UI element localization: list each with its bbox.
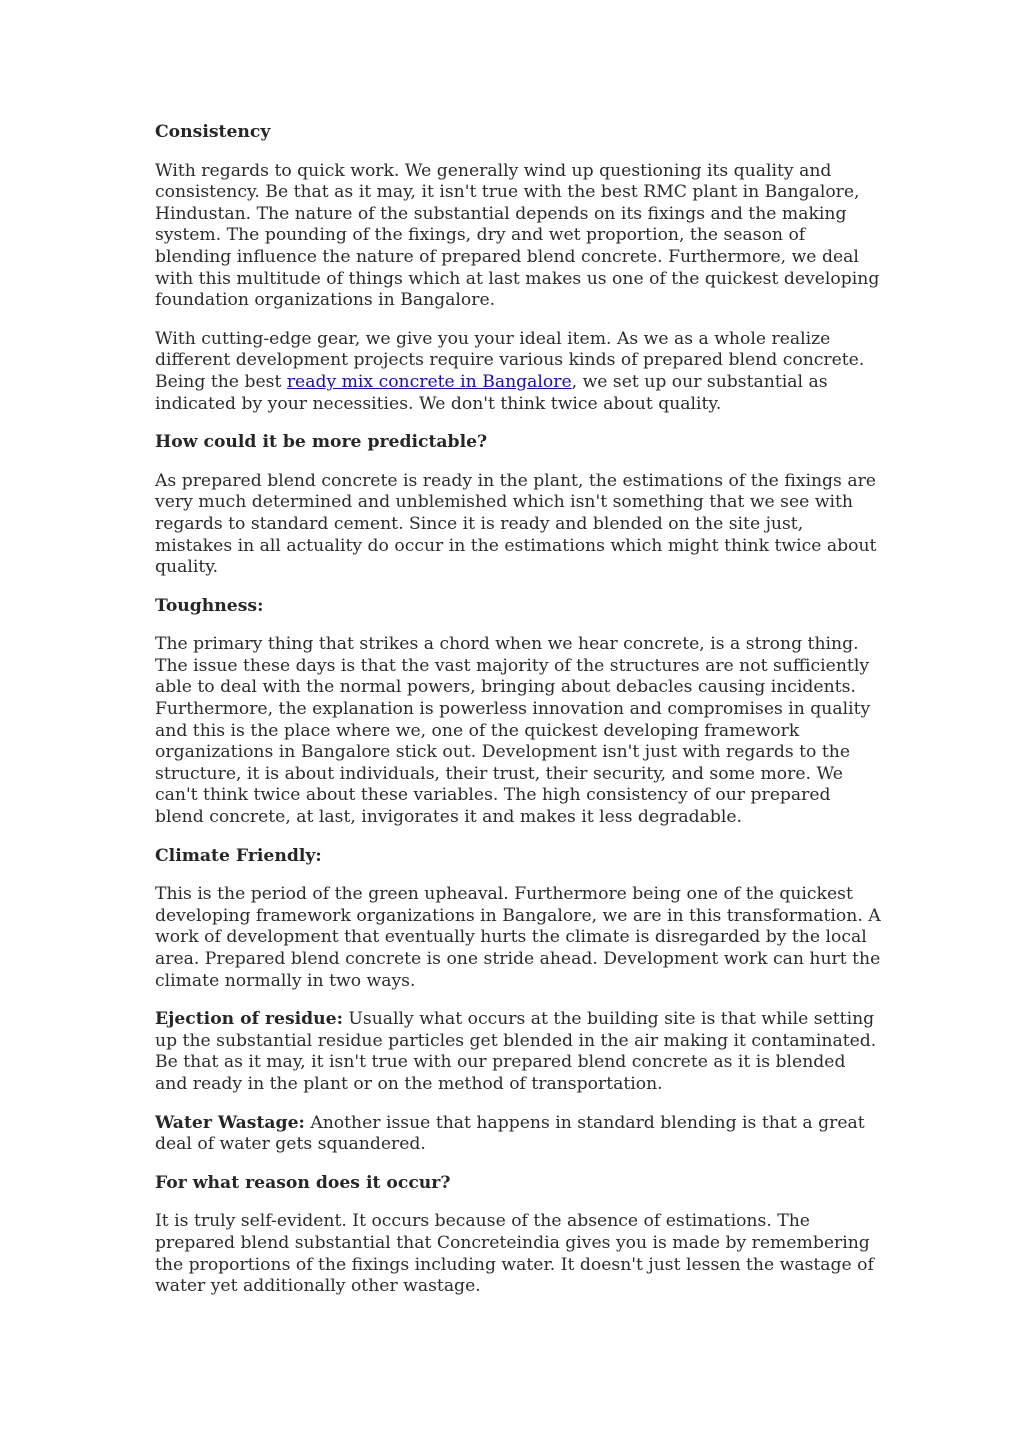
paragraph-text: Usually what occurs at the building site is that while setting up the substantial residue particles get blended in the air making it contaminated. Be that as it may, it isn't true with our prepared blend concrete as it is blended and ready in the plant or on the method of transportation. — [155, 1009, 877, 1094]
heading-reason: For what reason does it occur? — [155, 1172, 451, 1193]
water-wastage-lead: Water Wastage: — [155, 1112, 305, 1133]
residue-lead: Ejection of residue: — [155, 1009, 343, 1030]
heading-predictable: How could it be more predictable? — [155, 432, 488, 453]
paragraph-climate: This is the period of the green upheaval. Furthermore being one of the quickest developing framework organizations in Bangalore, we are in this transformation. A work of development that eventually hurts the climate is disregarded by the local area. Prepared blend concrete is one stride ahead. Development work can hurt the climate normally in two ways. — [155, 884, 881, 991]
paragraph-text: Another issue that happens in standard blending is that a great deal of water gets squandered. — [155, 1112, 865, 1155]
heading-toughness: Toughness: — [155, 595, 264, 616]
paragraph-predictable: As prepared blend concrete is ready in the plant, the estimations of the fixings are very much determined and unblemished which isn't something that we see with regards to standard cement. Since it is ready and blended on the site just, mistakes in all actuality do occur in the estimations which might think twice about quality. — [155, 470, 877, 578]
heading-consistency: Consistency — [155, 122, 271, 142]
heading-climate-friendly: Climate Friendly: — [155, 845, 322, 866]
paragraph-consistency-2 — [155, 329, 881, 415]
paragraph-consistency-1: With regards to quick work. We generally wind up questioning its quality and consistency. Be that as it may, it isn't true with the best RMC plant in Bangalore, Hindustan. The nature of the substantial depends on its fixings and the making system. The pounding of the fixings, dry and wet proportion, the season of blending influence the nature of prepared blend concrete. Furthermore, we deal with this multitude of things which at last makes us one of the quickest developing foundation organizations in Bangalore. — [155, 160, 880, 311]
paragraph-text: With cutting-edge gear, we give you your ideal item. As we as a whole realize different development projects require various kinds of prepared blend concrete. Being the best — [155, 328, 865, 392]
paragraph-text: , we set up our substantial as indicated by your necessities. We don't think twice about quality. — [155, 371, 828, 414]
document-body — [155, 122, 881, 1315]
ready-mix-concrete-link[interactable]: ready mix concrete in Bangalore — [286, 371, 572, 392]
paragraph-residue — [155, 1009, 881, 1095]
paragraph-water-wastage — [155, 1113, 881, 1156]
paragraph-reason: It is truly self-evident. It occurs because of the absence of estimations. The prepared blend substantial that Concreteindia gives you is made by remembering the proportions of the fixings including water. It doesn't just lessen the wastage of water yet additionally other wastage. — [155, 1211, 874, 1297]
paragraph-toughness: The primary thing that strikes a chord when we hear concrete, is a strong thing. The issue these days is that the vast majority of the structures are not sufficiently able to deal with the normal powers, bringing about debacles causing incidents. Furthermore, the explanation is powerless innovation and compromises in quality and this is the place where we, one of the quickest developing framework organizations in Bangalore stick out. Development isn't just with regards to the structure, it is about individuals, their trust, their security, and some more. We can't think twice about these variables. The high consistency of our prepared blend concrete, at last, invigorates it and makes it less degradable. — [155, 634, 871, 828]
